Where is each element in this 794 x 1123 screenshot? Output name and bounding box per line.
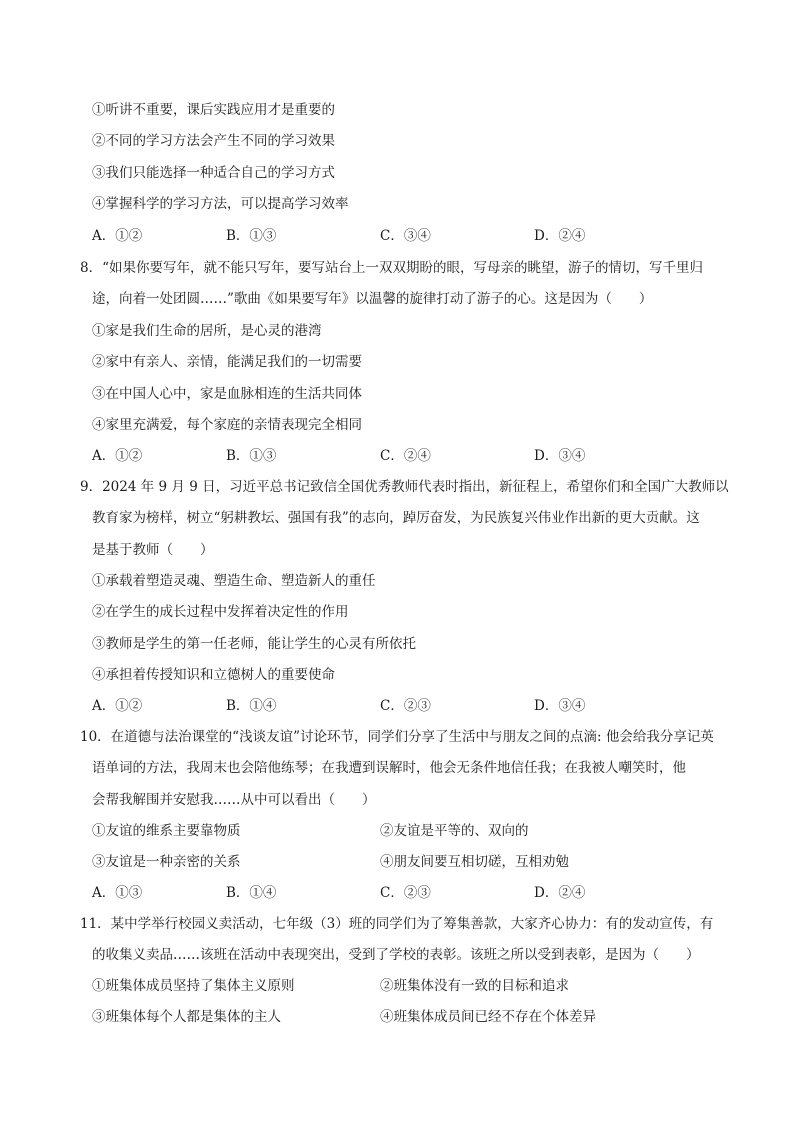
q7-option-d: D．②④ bbox=[534, 228, 586, 244]
q9-option-d: D．③④ bbox=[534, 698, 586, 714]
q11-statement-1: ①班集体成员坚持了集体主义原则 bbox=[92, 978, 295, 994]
q7-statement-1: ①听讲不重要，课后实践应用才是重要的 bbox=[92, 102, 335, 118]
q11-statement-4: ④班集体成员间已经不存在个体差异 bbox=[380, 1009, 596, 1025]
q8-statement-3: ③在中国人心中，家是血脉相连的生活共同体 bbox=[92, 386, 362, 402]
q9-statement-3: ③教师是学生的第一任老师，能让学生的心灵有所依托 bbox=[92, 636, 416, 652]
q10-statement-3: ③友谊是一种亲密的关系 bbox=[92, 854, 241, 870]
q7-option-a: A．①② bbox=[92, 228, 143, 244]
q11-stem-line-2: 的收集义卖品……该班在活动中表现突出，受到了学校的表彰。该班之所以受到表彰，是因为（ ） bbox=[92, 947, 700, 963]
q9-stem-line-3: 是基于教师（ ） bbox=[92, 542, 214, 558]
q10-option-b: B．①④ bbox=[226, 885, 277, 901]
q8-statement-1: ①家是我们生命的居所，是心灵的港湾 bbox=[92, 323, 322, 339]
q11-stem-line-1: 11．某中学举行校园义卖活动，七年级（3）班的同学们为了筹集善款，大家齐心协力：有的发动宣传，有 bbox=[80, 916, 714, 932]
q10-stem-line-3: 会帮我解围并安慰我……从中可以看出（ ） bbox=[92, 792, 376, 808]
q8-option-a: A．①② bbox=[92, 448, 143, 464]
q10-option-c: C．②③ bbox=[380, 885, 431, 901]
q7-option-c: C．③④ bbox=[380, 228, 431, 244]
q8-option-d: D．③④ bbox=[534, 448, 586, 464]
q10-statement-2: ②友谊是平等的、双向的 bbox=[380, 823, 529, 839]
q7-option-b: B．①③ bbox=[226, 228, 277, 244]
q7-statement-2: ②不同的学习方法会产生不同的学习效果 bbox=[92, 133, 335, 149]
q10-statement-1: ①友谊的维系主要靠物质 bbox=[92, 823, 241, 839]
q10-statement-4: ④朋友间要互相切磋，互相劝勉 bbox=[380, 854, 569, 870]
q8-stem-line-2: 途，向着一处团圆……”歌曲《如果要写年》以温馨的旋律打动了游子的心。这是因为（ ） bbox=[92, 291, 653, 307]
q9-statement-2: ②在学生的成长过程中发挥着决定性的作用 bbox=[92, 604, 349, 620]
q8-stem-line-1: 8．“如果你要写年，就不能只写年，要写站台上一双双期盼的眼，写母亲的眺望，游子的情切，写千里归 bbox=[80, 260, 703, 276]
q9-option-a: A．①② bbox=[92, 698, 143, 714]
q9-statement-1: ①承载着塑造灵魂、塑造生命、塑造新人的重任 bbox=[92, 573, 376, 589]
q8-option-c: C．②④ bbox=[380, 448, 431, 464]
q7-statement-3: ③我们只能选择一种适合自己的学习方式 bbox=[92, 165, 335, 181]
q9-stem-line-1: 9．2024 年 9 月 9 日，习近平总书记致信全国优秀教师代表时指出，新征程上，希望你们和全国广大教师以 bbox=[80, 479, 729, 495]
q8-option-b: B．①③ bbox=[226, 448, 277, 464]
q10-stem-line-1: 10．在道德与法治课堂的“浅谈友谊”讨论环节，同学们分享了生活中与朋友之间的点滴: 他会给我分享记英 bbox=[80, 729, 714, 745]
q7-statement-4: ④掌握科学的学习方法，可以提高学习效率 bbox=[92, 196, 349, 212]
q10-stem-line-2: 语单词的方法，我周末也会陪他练琴；在我遭到误解时，他会无条件地信任我；在我被人嘲笑时，他 bbox=[92, 760, 686, 776]
q8-statement-4: ④家里充满爱，每个家庭的亲情表现完全相同 bbox=[92, 417, 362, 433]
q9-option-c: C．②③ bbox=[380, 698, 431, 714]
q9-option-b: B．①④ bbox=[226, 698, 277, 714]
q9-stem-line-2: 教育家为榜样，树立“躬耕教坛、强国有我”的志向，踔厉奋发，为民族复兴伟业作出新的更大贡献。这 bbox=[92, 510, 700, 526]
q11-statement-3: ③班集体每个人都是集体的主人 bbox=[92, 1009, 281, 1025]
q11-statement-2: ②班集体没有一致的目标和追求 bbox=[380, 978, 569, 994]
q9-statement-4: ④承担着传授知识和立德树人的重要使命 bbox=[92, 667, 335, 683]
q10-option-a: A．①③ bbox=[92, 885, 143, 901]
q10-option-d: D．②④ bbox=[534, 885, 586, 901]
q8-statement-2: ②家中有亲人、亲情，能满足我们的一切需要 bbox=[92, 354, 362, 370]
